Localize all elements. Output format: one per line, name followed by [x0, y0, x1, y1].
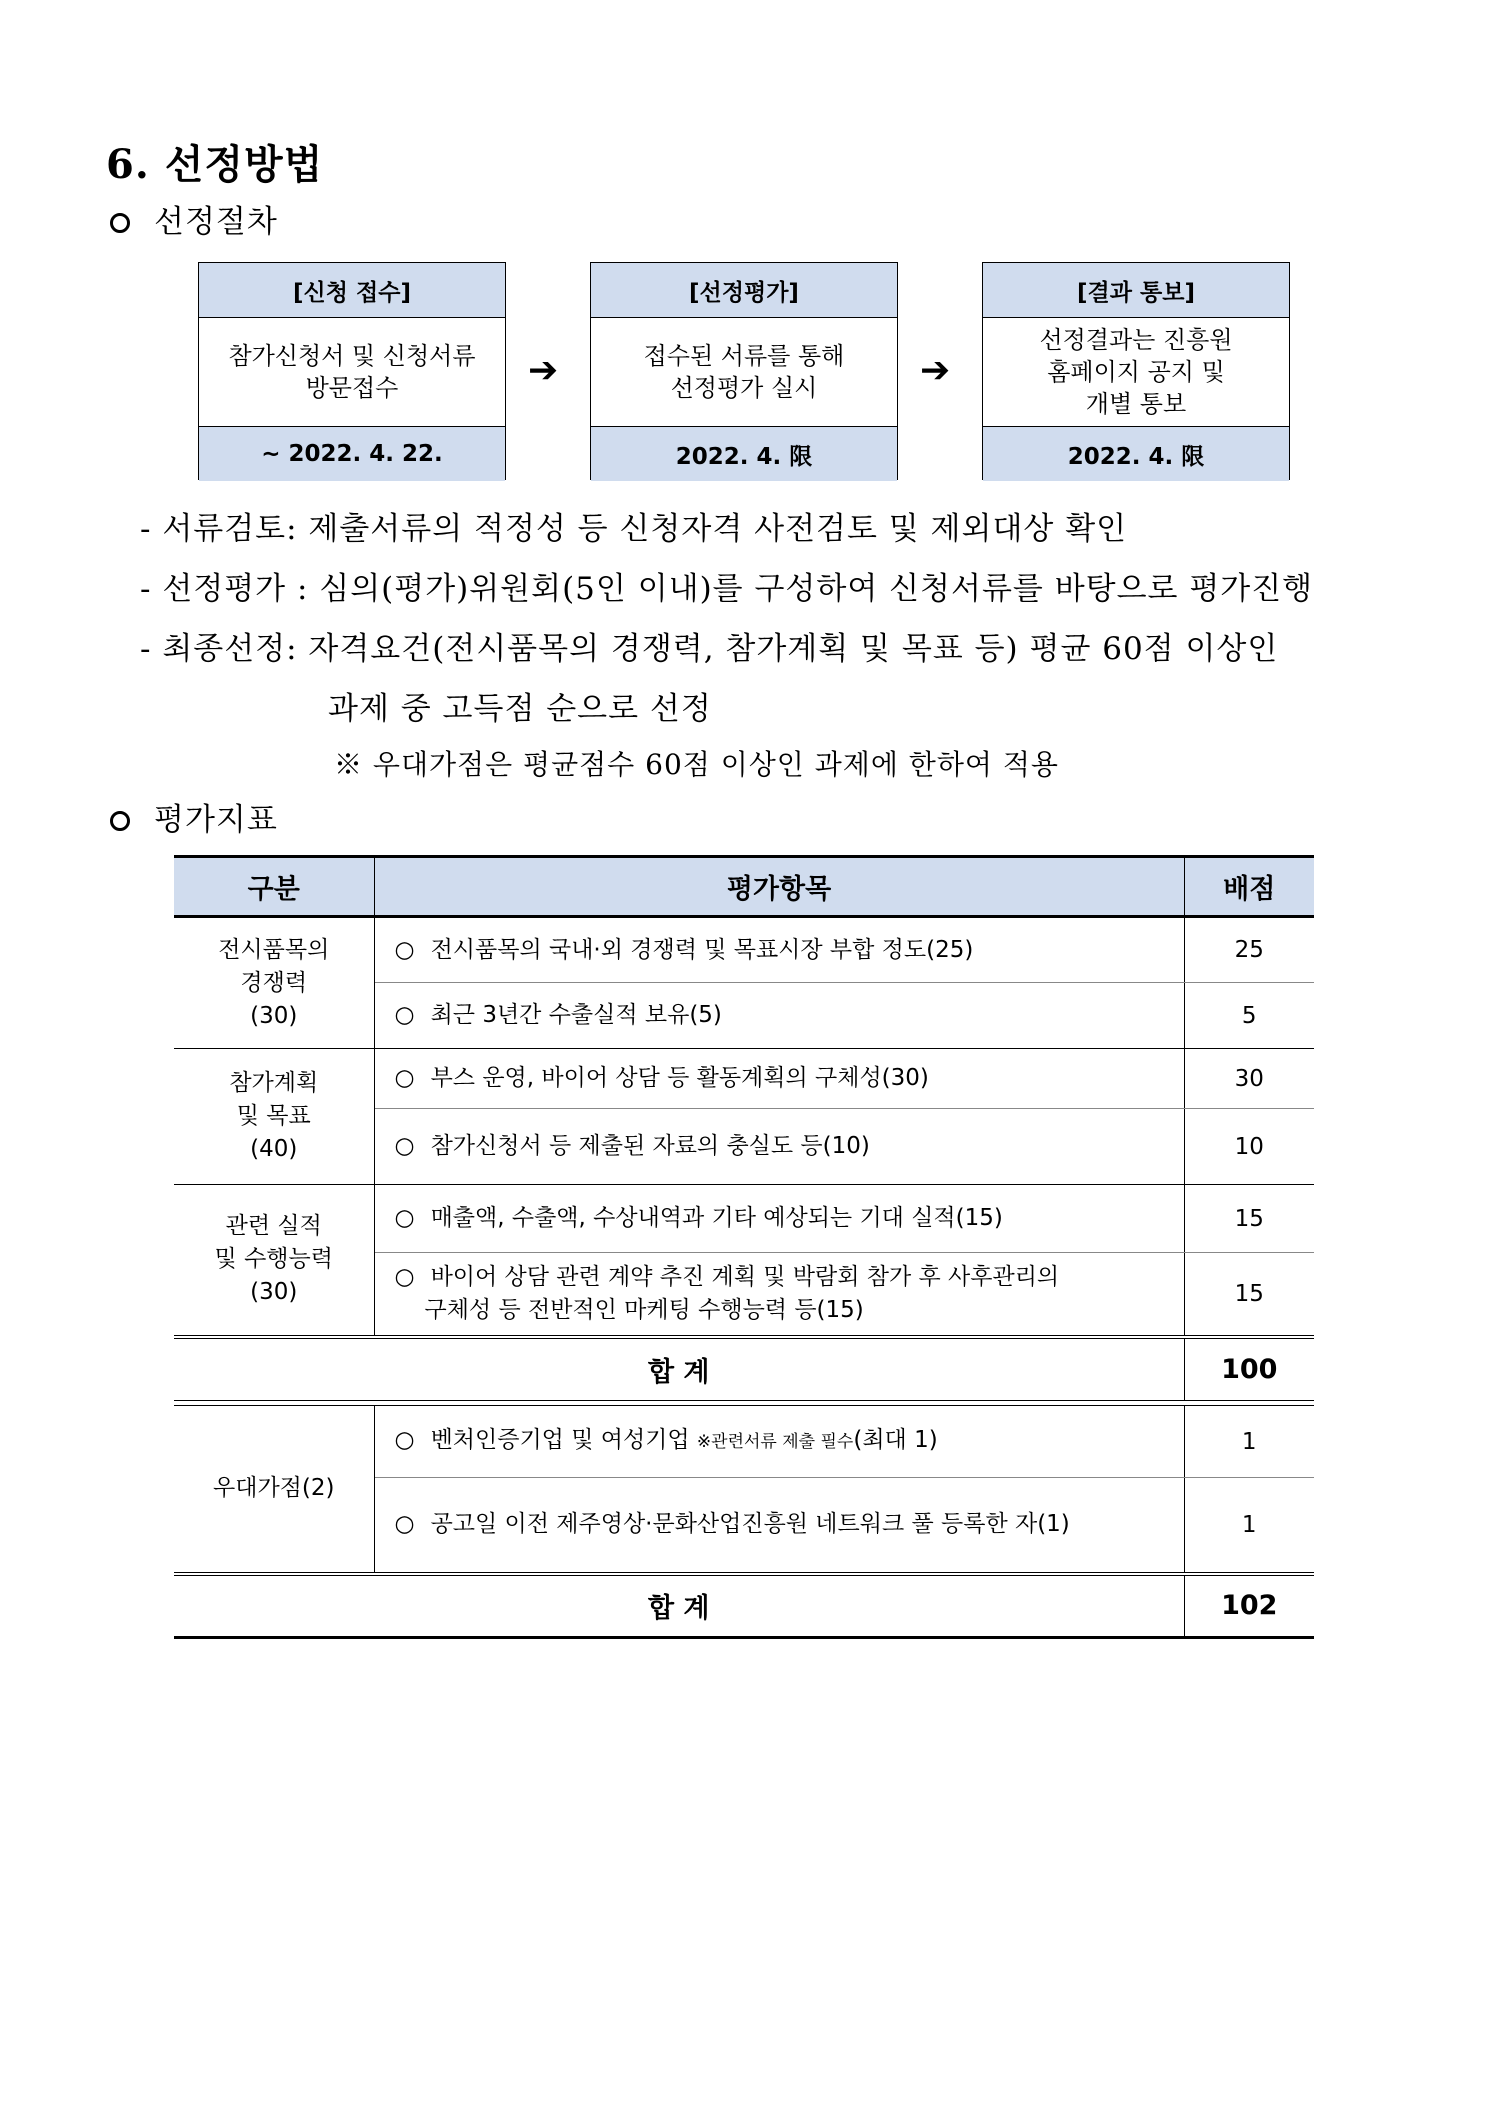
criteria-selection-evaluation: - 선정평가 : 심의(평가)위원회(5인 이내)를 구성하여 신청서류를 바탕으로 평가진행: [140, 571, 1314, 607]
bullet-icon: ○: [394, 1427, 415, 1453]
total-row: [174, 1574, 1314, 1638]
category-cell: 참가계획 및 목표 (40): [174, 1049, 374, 1185]
category-cell: 우대가점(2): [174, 1406, 374, 1574]
flow-step-date: 2022. 4. 限: [983, 426, 1289, 481]
points-cell: 30: [1184, 1049, 1314, 1109]
points-cell: 15: [1184, 1185, 1314, 1253]
item-cell: ○ 매출액, 수출액, 수상내역과 기타 예상되는 기대 실적(15): [374, 1185, 1184, 1253]
flow-step-body: 선정결과는 진흥원 홈페이지 공지 및 개별 통보: [1039, 326, 1233, 418]
flow-step-body: 참가신청서 및 신청서류 방문접수: [228, 342, 476, 402]
item-cell: ○ 공고일 이전 제주영상·문화산업진흥원 네트워크 풀 등록한 자(1): [394, 1511, 1070, 1538]
table-row: [174, 1185, 1314, 1253]
evaluation-heading: [110, 794, 278, 839]
bullet-icon: ○: [394, 1065, 415, 1091]
points-cell: 25: [1184, 917, 1314, 983]
table-row: [174, 1049, 1314, 1109]
item-cell: ○ 전시품목의 국내·외 경쟁력 및 목표시장 부합 정도(25): [374, 917, 1184, 983]
procedure-title: 선정절차: [154, 204, 278, 240]
table-row: [174, 1406, 1314, 1478]
criteria-final-selection-cont: 과제 중 고득점 순으로 선정: [328, 691, 712, 727]
section-title: [106, 133, 323, 190]
criteria-document-review: - 서류검토: 제출서류의 적정성 등 신청자격 사전검토 및 제외대상 확인: [140, 511, 1128, 547]
header-category: 구분: [174, 857, 374, 917]
subtotal-label: 합 계: [174, 1337, 1184, 1401]
bullet-icon: ○: [394, 1511, 415, 1538]
points-cell: 10: [1184, 1109, 1314, 1185]
flow-step-head: [선정평가]: [591, 263, 897, 318]
bullet-icon: ○: [394, 1263, 415, 1290]
flow-step-result: [982, 262, 1290, 480]
bullet-icon: ○: [394, 1205, 415, 1231]
evaluation-title: 평가지표: [154, 802, 278, 838]
total-points: 102: [1184, 1574, 1314, 1638]
section-number: 6.: [106, 141, 150, 188]
subtotal-row: [174, 1337, 1314, 1401]
item-cell: ○ 최근 3년간 수출실적 보유(5): [374, 983, 1184, 1049]
bullet-icon: ○: [394, 1002, 415, 1028]
item-cell: ○ 참가신청서 등 제출된 자료의 충실도 등(10): [374, 1109, 1184, 1185]
circle-bullet-icon: [110, 811, 130, 831]
points-cell: 5: [1184, 983, 1314, 1049]
circle-bullet-icon: [110, 213, 130, 233]
criteria-final-selection: - 최종선정: 자격요건(전시품목의 경쟁력, 참가계획 및 목표 등) 평균 60점 이상인: [140, 631, 1279, 667]
flow-step-head: [신청 접수]: [199, 263, 505, 318]
flow-step-date: ~ 2022. 4. 22.: [199, 426, 505, 481]
header-item: 평가항목: [374, 857, 1184, 917]
item-cell: ○ 벤처인증기업 및 여성기업 ※관련서류 제출 필수(최대 1): [374, 1406, 1184, 1478]
bullet-icon: ○: [394, 1133, 415, 1159]
arrow-right-icon: ➔: [528, 350, 559, 391]
table-row: [174, 917, 1314, 983]
item-cell: ○ 부스 운영, 바이어 상담 등 활동계획의 구체성(30): [374, 1049, 1184, 1109]
flow-step-date: 2022. 4. 限: [591, 426, 897, 481]
item-cell: ○ 바이어 상담 관련 계약 추진 계획 및 박람회 참가 후 사후관리의 구체성 등 전반적인 마케팅 수행능력 등(15): [394, 1263, 1060, 1323]
subtotal-points: 100: [1184, 1337, 1314, 1401]
arrow-right-icon: ➔: [920, 350, 951, 391]
flow-step-apply: [198, 262, 506, 480]
table-header-row: [174, 857, 1314, 917]
section-title-text: 선정방법: [164, 141, 324, 188]
required-docs-note: ※관련서류 제출 필수: [696, 1432, 854, 1452]
total-label: 합 계: [174, 1574, 1184, 1638]
points-cell: 1: [1184, 1478, 1314, 1574]
bonus-note: ※ 우대가점은 평균점수 60점 이상인 과제에 한하여 적용: [334, 748, 1059, 781]
header-points: 배점: [1184, 857, 1314, 917]
category-cell: 전시품목의 경쟁력 (30): [174, 917, 374, 1049]
points-cell: 15: [1184, 1253, 1314, 1337]
evaluation-table: [174, 855, 1314, 1639]
flow-step-head: [결과 통보]: [983, 263, 1289, 318]
points-cell: 1: [1184, 1406, 1314, 1478]
category-cell: 관련 실적 및 수행능력 (30): [174, 1185, 374, 1337]
bullet-icon: ○: [394, 936, 415, 963]
procedure-heading: [110, 196, 278, 241]
flow-step-body: 접수된 서류를 통해 선정평가 실시: [643, 342, 845, 402]
flow-step-evaluation: [590, 262, 898, 480]
